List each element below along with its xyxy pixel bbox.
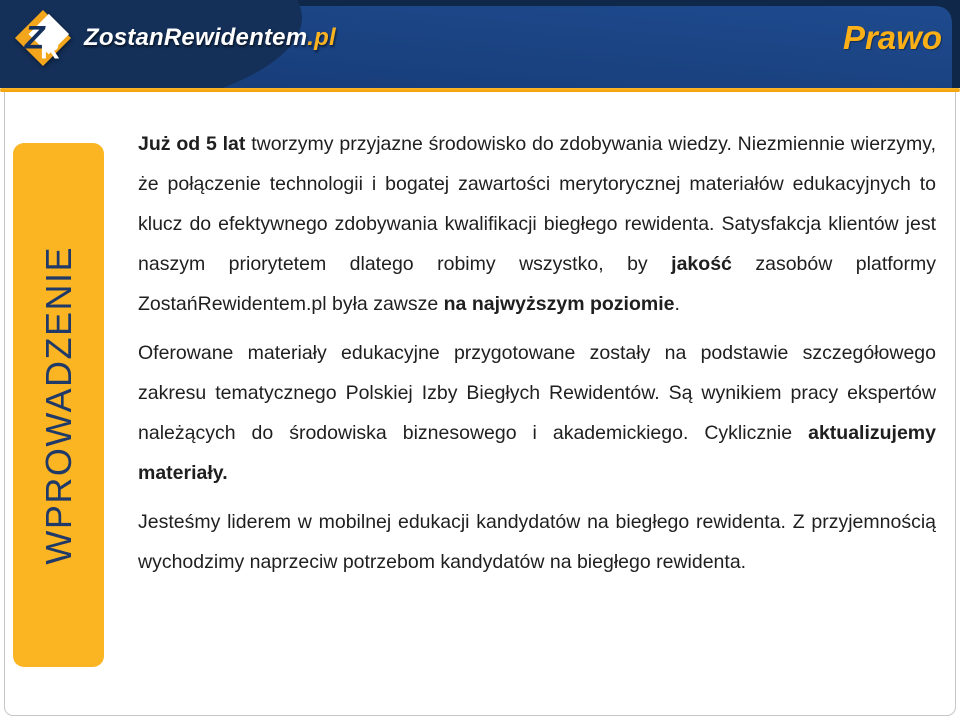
- bold-text-run: jakość: [671, 253, 732, 275]
- sidebar-section-label: WPROWADZENIE: [37, 245, 79, 565]
- logo-text: [84, 24, 336, 52]
- paragraph: [138, 333, 936, 493]
- sidebar-section-tab: [13, 143, 104, 667]
- bold-text-run: Już od 5 lat: [138, 133, 246, 155]
- text-run: .: [674, 293, 680, 315]
- bold-text-run: na najwyższym poziomie: [443, 293, 675, 315]
- header-band: [0, 0, 960, 88]
- svg-text:Z: Z: [24, 18, 45, 56]
- text-run: Oferowane materiały edukacyjne przygotowane zostały na podstawie szczegółowego zakresu tematycznego Polskiej Izby Biegłych Rewidentów. Są wynikiem pracy ekspertów należących do środowiska biznesowego i akademickiego. Cyklicznie: [138, 342, 936, 444]
- text-run: zasobów platformy ZostańRewidentem.pl była zawsze: [138, 253, 936, 315]
- logo: [14, 9, 336, 67]
- logo-text-suffix: .pl: [307, 24, 336, 51]
- logo-text-main: ZostanRewidentem: [84, 24, 308, 51]
- text-run: tworzymy przyjazne środowisko do zdobywania wiedzy. Niezmiennie wierzymy, że połączenie technologii i bogatej zawartości merytorycznej materiałów edukacyjnych to klucz do efektywnego zdobywania kwalifikacji biegłego rewidenta. Satysfakcja klientów jest naszym priorytetem dlatego robimy wszystko, by: [138, 133, 937, 275]
- text-run: Jesteśmy liderem w mobilnej edukacji kandydatów na biegłego rewidenta. Z przyjemnością wychodzimy naprzeciw potrzebom kandydatów na biegłego rewidenta.: [138, 511, 936, 573]
- slide-title: Prawo: [842, 19, 942, 56]
- paragraph: [138, 124, 936, 324]
- svg-text:R: R: [40, 34, 60, 65]
- body-text: [138, 124, 936, 582]
- bold-text-run: aktualizujemy materiały.: [138, 422, 936, 484]
- paragraph: [138, 502, 936, 582]
- zr-diamond-icon: [14, 9, 72, 67]
